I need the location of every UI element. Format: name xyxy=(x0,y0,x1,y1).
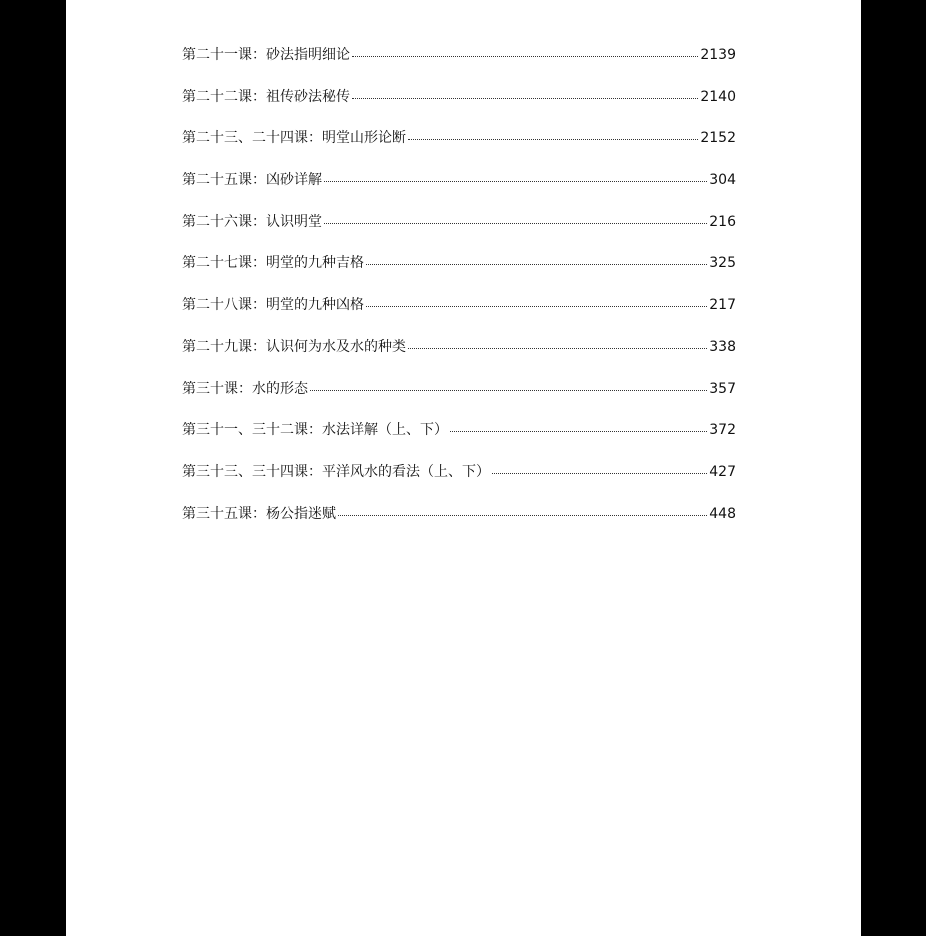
toc-entry-page: 304 xyxy=(709,172,736,189)
toc-entry-page: 357 xyxy=(709,380,736,397)
toc-dot-leader xyxy=(352,56,698,57)
toc-entry-title: 第二十八课：明堂的九种凶格 xyxy=(182,297,364,314)
toc-entry-title: 第三十一、三十二课：水法详解（上、下） xyxy=(182,422,448,439)
toc-entry[interactable] xyxy=(182,169,736,211)
toc-entry[interactable] xyxy=(182,252,736,294)
toc-entry-page: 427 xyxy=(709,463,736,480)
toc-entry-page: 338 xyxy=(709,338,736,355)
toc-entry[interactable] xyxy=(182,127,736,169)
toc-entry-title: 第二十一课：砂法指明细论 xyxy=(182,47,350,63)
toc-entry-page: 2140 xyxy=(700,88,736,105)
document-page xyxy=(66,0,861,936)
toc-dot-leader xyxy=(408,139,698,140)
toc-entry[interactable] xyxy=(182,461,736,503)
toc-entry-page: 448 xyxy=(709,505,736,522)
toc-dot-leader xyxy=(492,473,707,474)
toc-entry-title: 第三十三、三十四课：平洋风水的看法（上、下） xyxy=(182,463,490,480)
toc-entry[interactable] xyxy=(182,44,736,86)
toc-entry[interactable] xyxy=(182,86,736,128)
toc-entry-title: 第二十九课：认识何为水及水的种类 xyxy=(182,338,406,355)
toc-dot-leader xyxy=(352,98,698,99)
toc-entry[interactable] xyxy=(182,419,736,461)
table-of-contents xyxy=(182,44,736,544)
toc-entry[interactable] xyxy=(182,336,736,378)
toc-entry[interactable] xyxy=(182,211,736,253)
toc-dot-leader xyxy=(366,306,707,307)
toc-dot-leader xyxy=(450,431,707,432)
toc-entry-page: 325 xyxy=(709,255,736,272)
toc-entry-page: 2139 xyxy=(700,47,736,63)
toc-entry-page: 2152 xyxy=(700,130,736,147)
toc-entry-title: 第三十课：水的形态 xyxy=(182,380,308,397)
toc-entry-title: 第二十六课：认识明堂 xyxy=(182,213,322,230)
toc-dot-leader xyxy=(324,181,707,182)
toc-entry[interactable] xyxy=(182,503,736,545)
toc-entry-page: 372 xyxy=(709,422,736,439)
toc-entry-page: 217 xyxy=(709,297,736,314)
toc-entry-title: 第二十七课：明堂的九种吉格 xyxy=(182,255,364,272)
toc-entry-title: 第二十五课：凶砂详解 xyxy=(182,172,322,189)
toc-entry[interactable] xyxy=(182,294,736,336)
toc-entry-page: 216 xyxy=(709,213,736,230)
toc-dot-leader xyxy=(366,264,707,265)
toc-dot-leader xyxy=(310,390,707,391)
toc-dot-leader xyxy=(408,348,707,349)
toc-entry-title: 第二十三、二十四课：明堂山形论断 xyxy=(182,130,406,147)
toc-entry-title: 第二十二课：祖传砂法秘传 xyxy=(182,88,350,105)
toc-entry[interactable] xyxy=(182,378,736,420)
toc-dot-leader xyxy=(324,223,707,224)
toc-entry-title: 第三十五课：杨公指迷赋 xyxy=(182,505,336,522)
toc-dot-leader xyxy=(338,515,707,516)
